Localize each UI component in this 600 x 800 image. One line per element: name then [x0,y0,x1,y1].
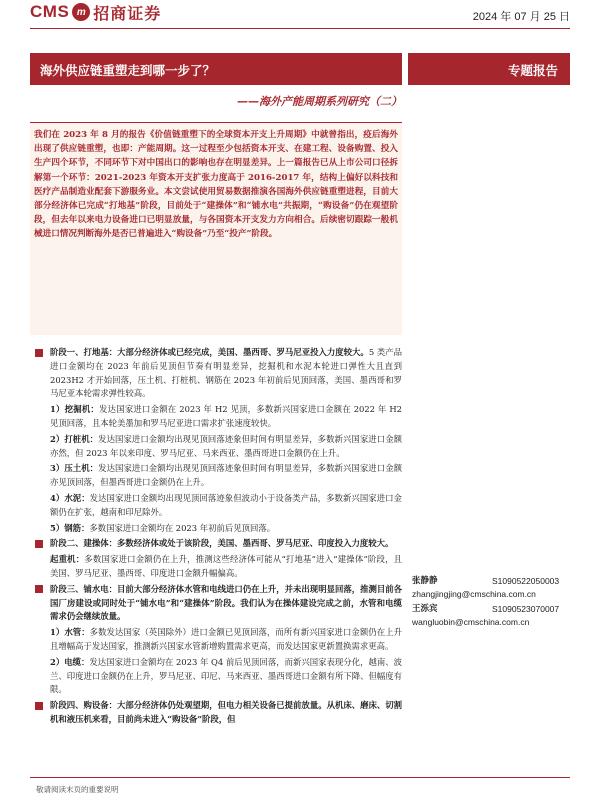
paragraph-text: 发达国家进口金额均出现见顶回落迹象但波动小于设备类产品，多数新兴国家进口金额仍在扩张，越南和印尼除外。 [50,492,402,517]
stage-paragraph [30,583,402,624]
footer-divider [30,777,570,778]
paragraph-heading: 3）压土机： [50,463,99,474]
report-subtitle: ——海外产能周期系列研究（二） [237,95,402,108]
square-bullet-icon [35,585,43,593]
author-name: 张静静 [412,576,438,586]
detail-paragraph [30,626,402,654]
cms-logo [30,2,161,22]
author-row [412,603,572,616]
square-bullet-icon [35,349,43,357]
paragraph-text: 发达国家进口金额均出现见顶回落迹象但时间有明显差异，多数新兴国家进口金额亦然，但 2023 年以来印度、罗马尼亚、马来西亚、墨西哥进口金额仍在上升。 [50,433,403,458]
paragraph-text: 发达国家进口金额在 2023 年 H2 见顶，多数新兴国家进口金额在 2022 年 H2 见顶回落，且本轮美墨加和罗马尼亚进口需求扩张速度较快。 [50,404,402,428]
logo-seal-icon: m [72,3,90,21]
paragraph-heading: 起重机： [50,554,85,565]
author-panel [412,575,572,631]
summary-text: 我们在 2023 年 8 月的报告《价值链重塑下的全球资本开支上升周期》中就曾指出，疫后海外出现了供应链重塑，也即：产能周期。这一过程至少包括资本开支、在建工程、设备购置、投入生产四个环节，不同环节下对中国出口的影响也存在明显差异。上一篇报告已从上市公司口径拆解第一个环节：2021-2023 年资本开支扩张力度高于 2016-2017 年，结构上偏好以科技和医疗产品制造业配套下游服务业。本文尝试使用贸易数据推演各国海外供应链重塑进程，目前大部分经济体已完成“打地基”阶段，目前处于“建操体”和“铺水电”共振期，“购设备”仍在观望阶段，但去年以来电力设备进口已明显放量，与各国资本开支发力方向相合。后续密切跟踪一般机械进口情况判断海外是否已普遍进入“购设备”乃至“投产”阶段。 [34,130,398,240]
paragraph-text: 多数国家进口金额仍在上升，推测这些经济体可能从“打地基”进入“建操体”阶段，且美国、罗马尼亚、墨西哥、印度进口金额升幅偏高。 [50,554,403,578]
paragraph-text: 多数国家进口金额均在 2023 年初前后见顶回落。 [89,522,276,533]
author-license-id: S1090522050003 [492,576,560,586]
page-header [0,0,600,34]
paragraph-heading: 2）打桩机： [50,433,99,444]
header-divider [30,28,570,29]
paragraph-text: 多数发达国家（英国除外）进口金额已见顶回落，而所有新兴国家进口金额仍在上升且增幅高于发达国家，推测新兴国家水管新增购置需求更高，而发达国家更新置换需求更高。 [50,627,402,651]
logo-latin: CMS [30,2,70,21]
square-bullet-icon [35,702,43,710]
author-email: zhangjingjing@cmschina.com.cn [412,589,536,599]
author-row [412,575,572,588]
paragraph-text: 发达国家进口金额均在 2023 年 Q4 前后见顶回落，而新兴国家表现分化，越南、波兰、印度进口金额仍在上升，罗马尼亚、印尼、马来西亚、墨西哥进口金额有所下降、但幅度有限。 [50,656,403,695]
paragraph-heading: 阶段三、铺水电：目前大部分经济体水管和电线进口仍在上升，并未出现明显回落，推测目前各国厂房建设或同时处于“铺水电”和“建操体”阶段。我们认为在操体建设完成之前，水管和电缆需求仍会继续放量。 [50,583,402,622]
author-name: 王泺宾 [412,604,438,614]
paragraph-heading: 阶段一、打地基：大部分经济体或已经完成，美国、墨西哥、罗马尼亚投入力度较大。 [50,347,369,357]
paragraph-heading: 5）钢筋： [50,522,90,533]
report-date: 2024 年 07 月 25 日 [472,11,570,23]
paragraph-text: 发达国家进口金额均出现见顶回落迹象但时间有明显差异，多数新兴国家进口金额亦见顶回落，但墨西哥进口金额仍在上升。 [50,463,403,488]
footer-note: 敬请阅读末页的重要说明 [36,785,119,794]
stage-paragraph [30,346,402,401]
stage-paragraph [30,537,402,551]
author-email: wangluobin@cmschina.com.cn [412,617,530,627]
detail-paragraph [30,553,402,581]
detail-paragraph [30,433,402,461]
detail-paragraph [30,656,402,697]
stage-paragraph [30,699,402,727]
body-content [30,346,402,729]
paragraph-heading: 阶段四、购设备：大部分经济体仍处观望期，但电力相关设备已提前放量。从机床、磨床、切割机和液压机来看，目前尚未进入“购设备”阶段，但 [50,700,402,724]
logo-chinese: 招商证券 [93,3,162,23]
report-type-tag: 专题报告 [408,53,570,85]
paragraph-text: 5 类产品进口金额均在 2023 年前后见顶但节奏有明显差异，挖掘机和水泥本轮进口弹性大且直到 2023H2 才开始回落，压土机、打桩机、钢筋在 2023 年初前后见顶回落，美国、墨西哥和罗马尼亚本轮需求弹性较高。 [50,347,402,399]
summary-box [30,122,402,335]
paragraph-heading: 4）水泥： [50,492,90,503]
paragraph-heading: 2）电缆： [50,656,90,667]
report-title: 海外供应链重塑走到哪一步了？ [30,53,402,85]
author-license-id: S1090523070007 [492,604,560,614]
square-bullet-icon [35,540,43,548]
detail-paragraph [30,522,402,536]
detail-paragraph [30,492,402,520]
paragraph-heading: 阶段二、建操体：多数经济体或处于该阶段，美国、墨西哥、罗马尼亚、印度投入力度较大。 [50,538,394,549]
paragraph-heading: 1）挖掘机： [50,404,100,415]
detail-paragraph [30,462,402,490]
paragraph-heading: 1）水管： [50,627,90,638]
detail-paragraph [30,403,402,431]
